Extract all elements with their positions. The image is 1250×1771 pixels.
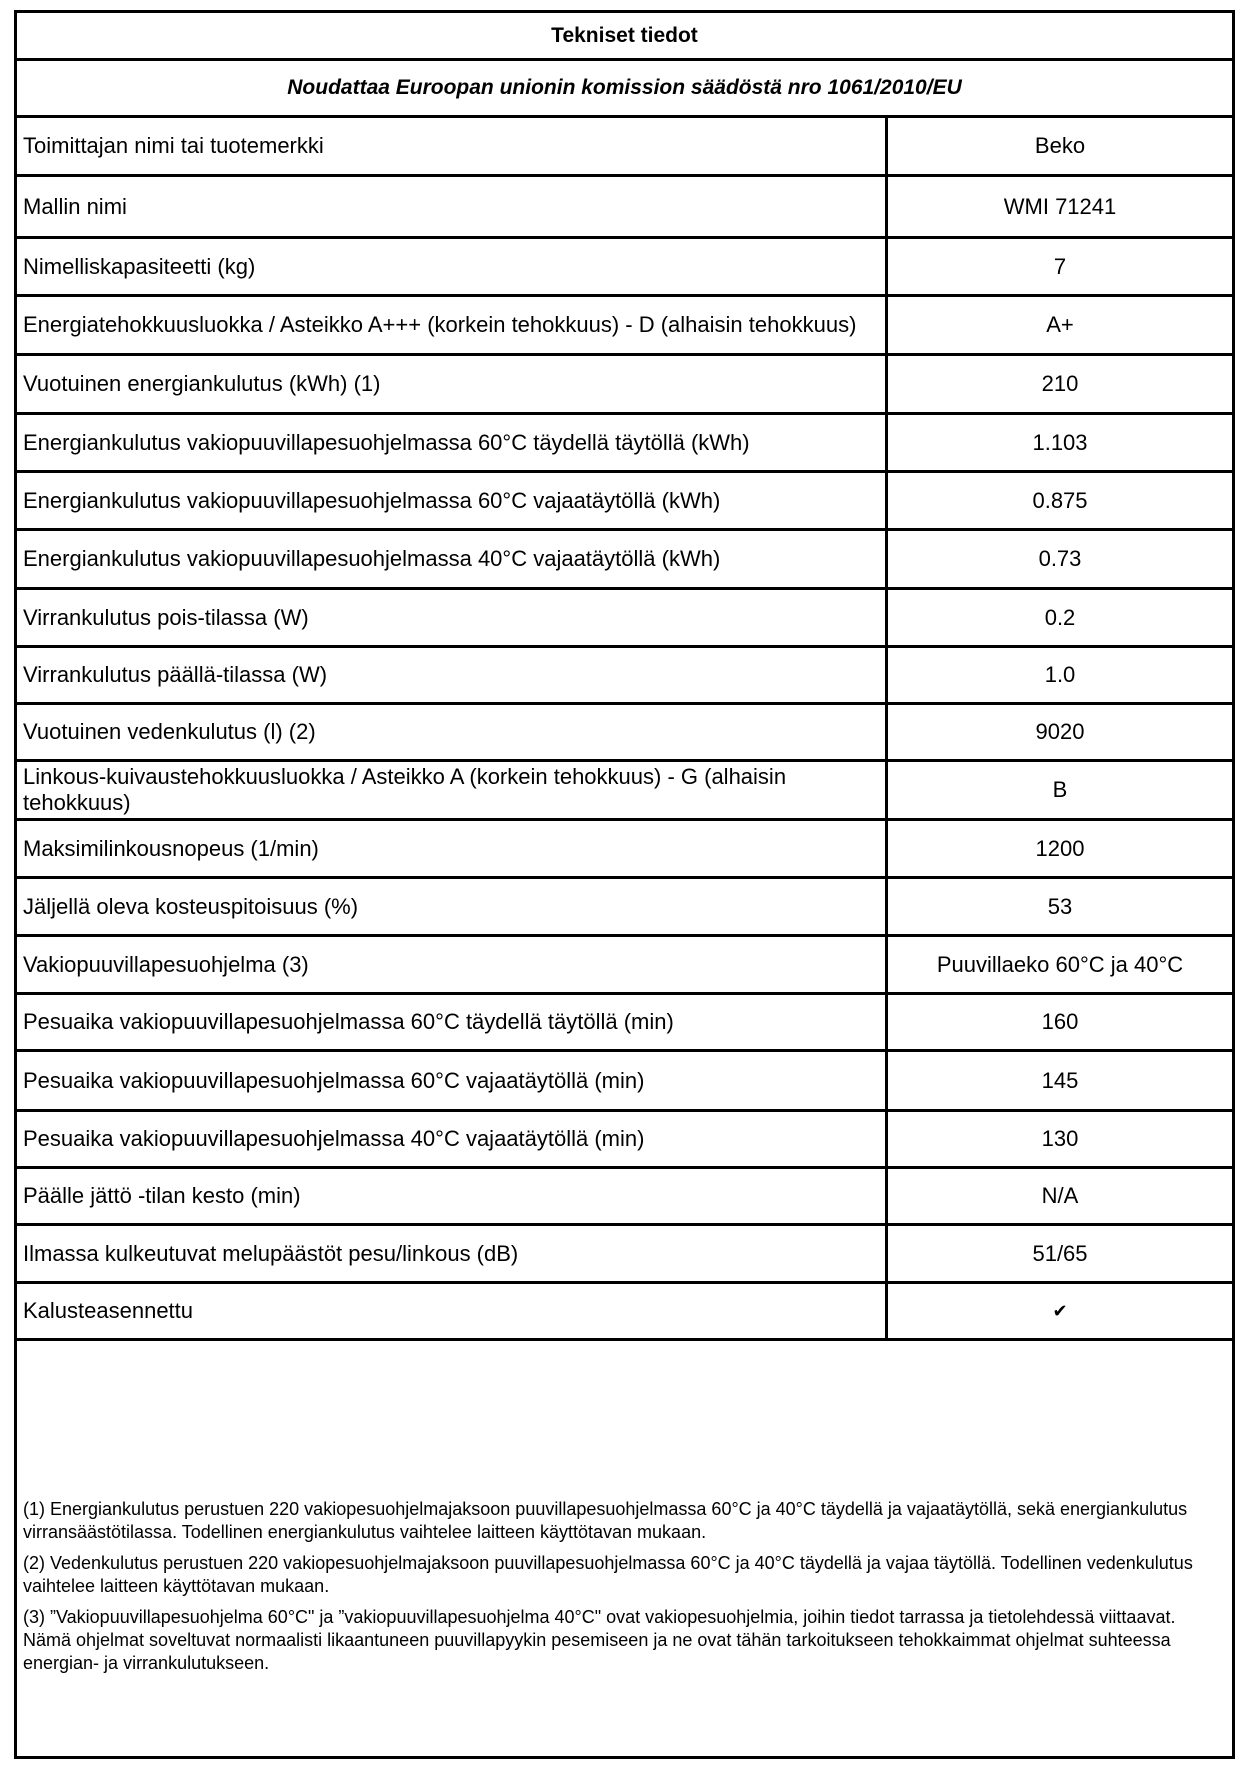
spec-value: 160 [1041, 1009, 1079, 1034]
spec-value: 1.0 [1044, 662, 1076, 687]
spec-row [17, 356, 1232, 415]
footnote-3: (3) ”Vakiopuuvillapesuohjelma 60°C" ja ”vakiopuuvillapesuohjelma 40°C" ovat vakiopesuohjelmia, joihin tiedot tarrassa ja tietolehdessä viittaavat. Nämä ohjelmat soveltuvat normaalisti likaantuneen puuvillapyykin pesemiseen ja ne ovat tähän tarkoitukseen tehokkaimmat ohjelmat suhteessa energian- ja virrankulutukseen. [23, 1607, 1176, 1673]
spec-row [17, 1052, 1232, 1112]
checkmark-icon: ✔ [1052, 1300, 1068, 1321]
spec-label: Energiankulutus vakiopuuvillapesuohjelmassa 60°C vajaatäytöllä (kWh) [17, 473, 888, 528]
spec-label: Jäljellä oleva kosteuspitoisuus (%) [17, 879, 888, 934]
spec-value: B [1052, 777, 1068, 802]
spec-row [17, 531, 1232, 590]
spec-label: Pesuaika vakiopuuvillapesuohjelmassa 60°C täydellä täytöllä (min) [17, 995, 888, 1049]
spec-label: Energiankulutus vakiopuuvillapesuohjelmassa 40°C vajaatäytöllä (kWh) [17, 531, 888, 587]
spec-value: 9020 [1035, 719, 1085, 744]
spec-label: Päälle jättö -tilan kesto (min) [17, 1169, 888, 1223]
spec-value: 0.2 [1044, 604, 1076, 630]
spec-value: Beko [1034, 133, 1086, 158]
spec-row [17, 1284, 1232, 1341]
spec-row [17, 177, 1232, 239]
spec-label: Toimittajan nimi tai tuotemerkki [17, 118, 888, 174]
spec-label: Nimelliskapasiteetti (kg) [17, 239, 888, 294]
spec-row [17, 1226, 1232, 1284]
spec-row [17, 879, 1232, 937]
spec-value: 1.103 [1032, 429, 1088, 455]
spec-row [17, 937, 1232, 995]
spec-label: Mallin nimi [17, 177, 888, 236]
spec-label: Vakiopuuvillapesuohjelma (3) [17, 937, 888, 992]
page-title: Tekniset tiedot [17, 13, 1232, 61]
spec-label: Virrankulutus päällä-tilassa (W) [17, 648, 888, 702]
spec-value: 0.73 [1038, 546, 1082, 571]
spec-value: 53 [1047, 893, 1073, 919]
spec-value: 145 [1041, 1067, 1079, 1093]
spec-row [17, 1112, 1232, 1169]
spec-row [17, 648, 1232, 705]
spec-value: 0.875 [1032, 487, 1088, 513]
spec-label: Kalusteasennettu [17, 1284, 888, 1338]
spec-value: 7 [1053, 253, 1067, 279]
spec-label: Virrankulutus pois-tilassa (W) [17, 590, 888, 645]
spec-row [17, 118, 1232, 177]
spec-label: Maksimilinkousnopeus (1/min) [17, 821, 888, 876]
spec-value: 210 [1041, 371, 1079, 396]
spec-value: N/A [1041, 1183, 1079, 1208]
spec-row [17, 821, 1232, 879]
spec-row [17, 473, 1232, 531]
spec-row [17, 297, 1232, 356]
spec-label: Vuotuinen vedenkulutus (l) (2) [17, 705, 888, 759]
spec-label: Pesuaika vakiopuuvillapesuohjelmassa 60°C vajaatäytöllä (min) [17, 1052, 888, 1109]
spec-row [17, 415, 1232, 473]
spec-label: Pesuaika vakiopuuvillapesuohjelmassa 40°C vajaatäytöllä (min) [17, 1112, 888, 1166]
spec-label: Ilmassa kulkeutuvat melupäästöt pesu/linkous (dB) [17, 1226, 888, 1281]
footnotes [17, 1486, 1232, 1683]
spec-label: Energiatehokkuusluokka / Asteikko A+++ (korkein tehokkuus) - D (alhaisin tehokkuus) [17, 297, 888, 353]
technical-data-sheet [14, 10, 1235, 1759]
spec-row [17, 995, 1232, 1052]
spec-row [17, 1169, 1232, 1226]
spec-label: Linkous-kuivaustehokkuusluokka / Asteikko A (korkein tehokkuus) - G (alhaisin tehokkuus) [17, 762, 888, 818]
footnote-1: (1) Energiankulutus perustuen 220 vakiopesuohjelmajaksoon puuvillapesuohjelmassa 60°C ja 40°C täydellä ja vajaatäytöllä, sekä energiankulutus virransäästötilassa. Todellinen energiankulutus vaihtelee laitteen käyttötavan mukaan. [23, 1499, 1188, 1542]
spec-row [17, 762, 1232, 821]
spec-value: A+ [1046, 312, 1074, 337]
spec-value: Puuvillaeko 60°C ja 40°C [936, 951, 1184, 977]
spec-label: Vuotuinen energiankulutus (kWh) (1) [17, 356, 888, 412]
footnote-2: (2) Vedenkulutus perustuen 220 vakiopesuohjelmajaksoon puuvillapesuohjelmassa 60°C ja 40°C täydellä ja vajaa täytöllä. Todellinen vedenkulutus vaihtelee laitteen käyttötavan mukaan. [23, 1553, 1193, 1596]
spec-row [17, 239, 1232, 297]
spec-row [17, 705, 1232, 762]
spec-value: WMI 71241 [1003, 193, 1117, 219]
spec-value: 130 [1041, 1126, 1079, 1151]
regulation-subtitle: Noudattaa Euroopan unionin komission säädöstä nro 1061/2010/EU [17, 61, 1232, 118]
spec-row [17, 590, 1232, 648]
spec-label: Energiankulutus vakiopuuvillapesuohjelmassa 60°C täydellä täytöllä (kWh) [17, 415, 888, 470]
spec-value: 51/65 [1032, 1240, 1088, 1266]
spec-value: 1200 [1035, 835, 1085, 861]
